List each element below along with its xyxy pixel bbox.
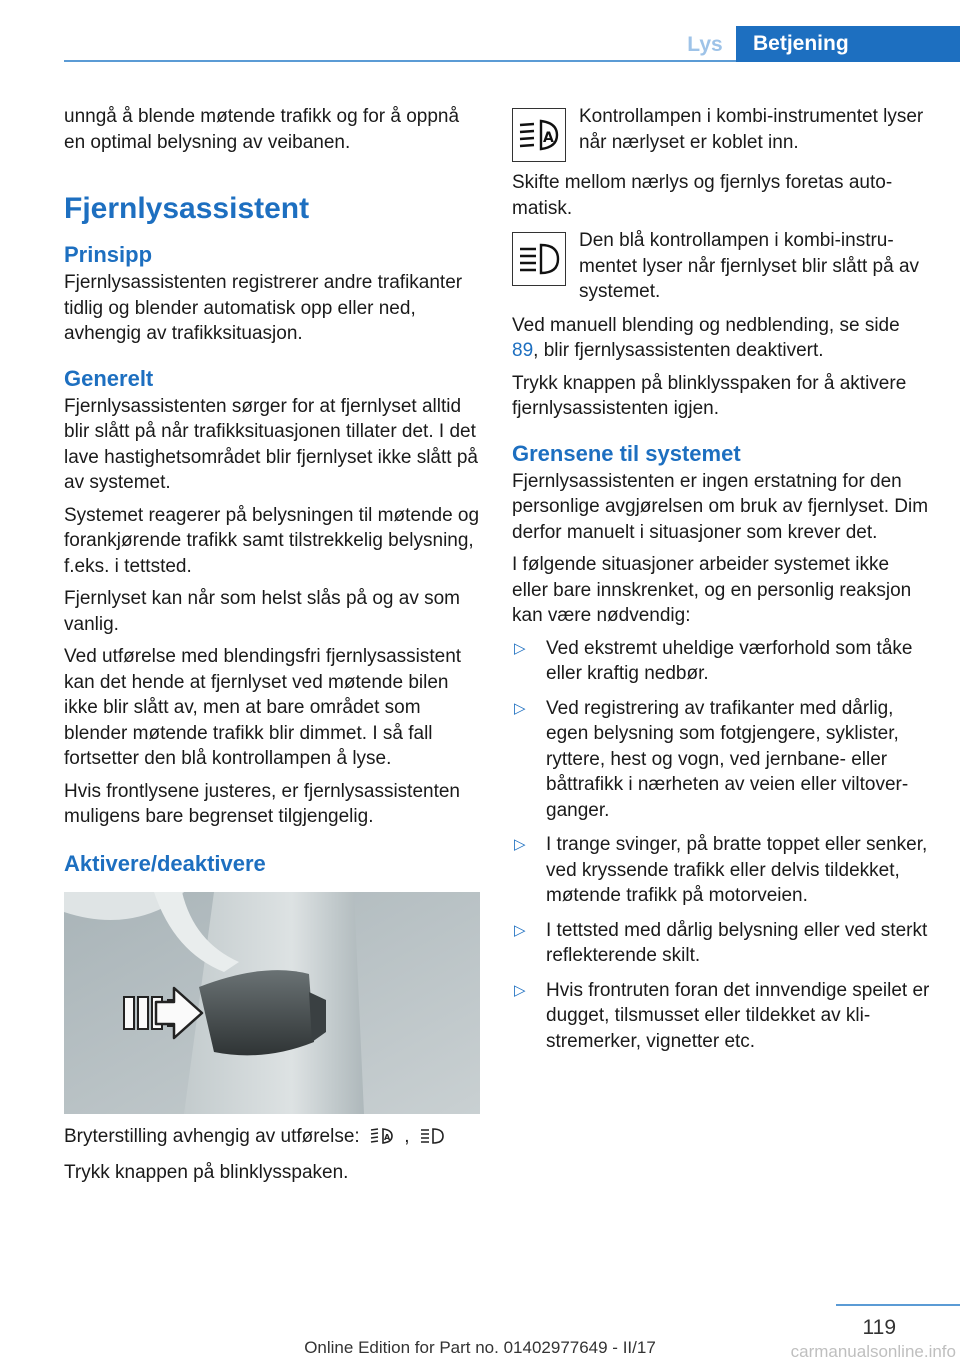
list-item: ▷ Ved ekstremt uheldige værforhold som tåke eller kraftig nedbør. — [514, 637, 913, 684]
paragraph-grenser-1: Fjernlysassistenten er ingen erstatning for den personlige avgjørelsen om bruk av fjernlyset. Dim derfor manuelt i situasjoner som krever det. — [512, 470, 929, 543]
list-item: ▷ Ved registrering av trafikanter med dårlig, egen belysning som fotgjengere, syklister, ryttere, hest og vogn, ved jernbane- eller båttrafikk i nærheten av veien eller viltoverganger. — [514, 697, 909, 821]
heading-grenser: Grensene til systemet — [512, 440, 741, 466]
paragraph-generelt-5: Hvis frontlysene justeres, er fjernlysassistenten muligens bare begrenset tilgjengelig. — [64, 780, 460, 827]
footer-rule — [836, 1304, 960, 1306]
page-number: 119 — [862, 1316, 896, 1339]
high-beam-indicator-icon — [512, 232, 566, 286]
bullet-triangle-icon: ▷ — [514, 639, 526, 657]
bullet-triangle-icon: ▷ — [514, 699, 526, 717]
high-beam-indicator-row — [512, 228, 930, 305]
limitations-list — [512, 636, 930, 1055]
caption-prefix: Bryterstilling avhengig av utførelse: — [64, 1125, 360, 1147]
svg-text:A: A — [543, 130, 554, 146]
figure-caption — [64, 1124, 480, 1154]
paragraph-generelt-2: Systemet reagerer på belysningen til møtende og forankjørende trafikk samt tilstrekkelig belysning, f.eks. i tettsted. — [64, 504, 480, 577]
manual-dimming-text-a: Ved manuell blending og nedblending, se side — [512, 314, 900, 336]
high-beam-assist-a-icon — [369, 1126, 395, 1154]
manual-dimming-text-b: , blir fjernlysassistenten deaktivert. — [533, 340, 824, 361]
high-beam-assistant-indicator-icon — [512, 108, 566, 162]
high-beam-indicator-text: Den blå kontrollampen i kombi-instrumentet lyser når fjernlyset blir slått på av systemet. — [579, 230, 920, 302]
paragraph-generelt-3: Fjernlyset kan når som helst slås på og av som vanlig. — [64, 588, 461, 635]
bullet-triangle-icon: ▷ — [514, 981, 526, 999]
list-item: ▷ I tettsted med dårlig belysning eller ved sterkt reflekterende skilt. — [514, 919, 928, 966]
page-link-89[interactable]: 89 — [512, 340, 534, 361]
svg-text:A: A — [383, 1132, 391, 1142]
low-beam-indicator-row — [512, 104, 930, 162]
turn-signal-lever-illustration — [64, 892, 480, 1114]
paragraph-grenser-2: I følgende situasjoner arbeider systemet ikke eller bare innskrenket, og en personlig reaksjon kan være nødvendig: — [512, 554, 912, 626]
header-section-label: Lys — [687, 33, 723, 56]
caption-separator: , — [404, 1125, 410, 1147]
heading-aktivere: Aktivere/deaktivere — [64, 850, 266, 876]
paragraph-prinsipp: Fjernlysassistenten registrerer andre trafikanter tidlig og blender automatisk opp eller ned, avhengig av trafikksituasjon. — [64, 272, 463, 344]
header-chapter-label: Betjening — [736, 26, 960, 62]
high-beam-icon — [419, 1126, 445, 1154]
paragraph-reactivate: Trykk knappen på blinklysspaken for å aktivere fjernlysassistenten igjen. — [512, 372, 907, 419]
paragraph-manual-dimming — [512, 313, 930, 364]
heading-generelt: Generelt — [64, 365, 154, 391]
right-column — [512, 104, 930, 1063]
intro-paragraph: unngå å blende møtende trafikk og for å oppnå en optimal belysning av veibanen. — [64, 106, 460, 153]
left-column — [64, 104, 480, 1193]
list-item: ▷ I trange svinger, på bratte toppet eller senker, ved kryssende trafikk eller delvis tildekket, møtende trafikk på motorveien. — [514, 834, 928, 906]
page-title: Fjernlysassistent — [64, 192, 310, 225]
footer-edition: Online Edition for Part no. 01402977649 - II/17 — [304, 1338, 656, 1357]
paragraph-aktivere: Trykk knappen på blinklysspaken. — [64, 1162, 349, 1183]
low-beam-indicator-text: Kontrollampen i kombi-instrumentet lyser når nærlyset er koblet inn. — [579, 106, 924, 153]
paragraph-switch-auto: Skifte mellom nærlys og fjernlys foretas automatisk. — [512, 172, 893, 219]
paragraph-generelt-4: Ved utførelse med blendingsfri fjernlysassistent kan det hende at fjernlyset ved møtende bilen ikke blir slått av, men at bare området som blender møtende trafikk blir dimmet. I så fall fortsetter den blå kontrollampen å lyse. — [64, 646, 462, 769]
paragraph-generelt-1: Fjernlysassistenten sørger for at fjernlyset alltid blir slått på når trafikksituasjonen tillater det. I det lave hastighetsområdet blir fjernlyset ikke slått på av systemet. — [64, 395, 478, 493]
heading-prinsipp: Prinsipp — [64, 242, 153, 267]
bullet-triangle-icon: ▷ — [514, 921, 526, 939]
list-item: ▷ Hvis frontruten foran det innvendige speilet er dugget, tilsmusset eller tildekket av klistremerker, vignetter etc. — [514, 979, 930, 1052]
footer-watermark: carmanualsonline.info — [790, 1342, 956, 1361]
bullet-triangle-icon: ▷ — [514, 836, 526, 853]
